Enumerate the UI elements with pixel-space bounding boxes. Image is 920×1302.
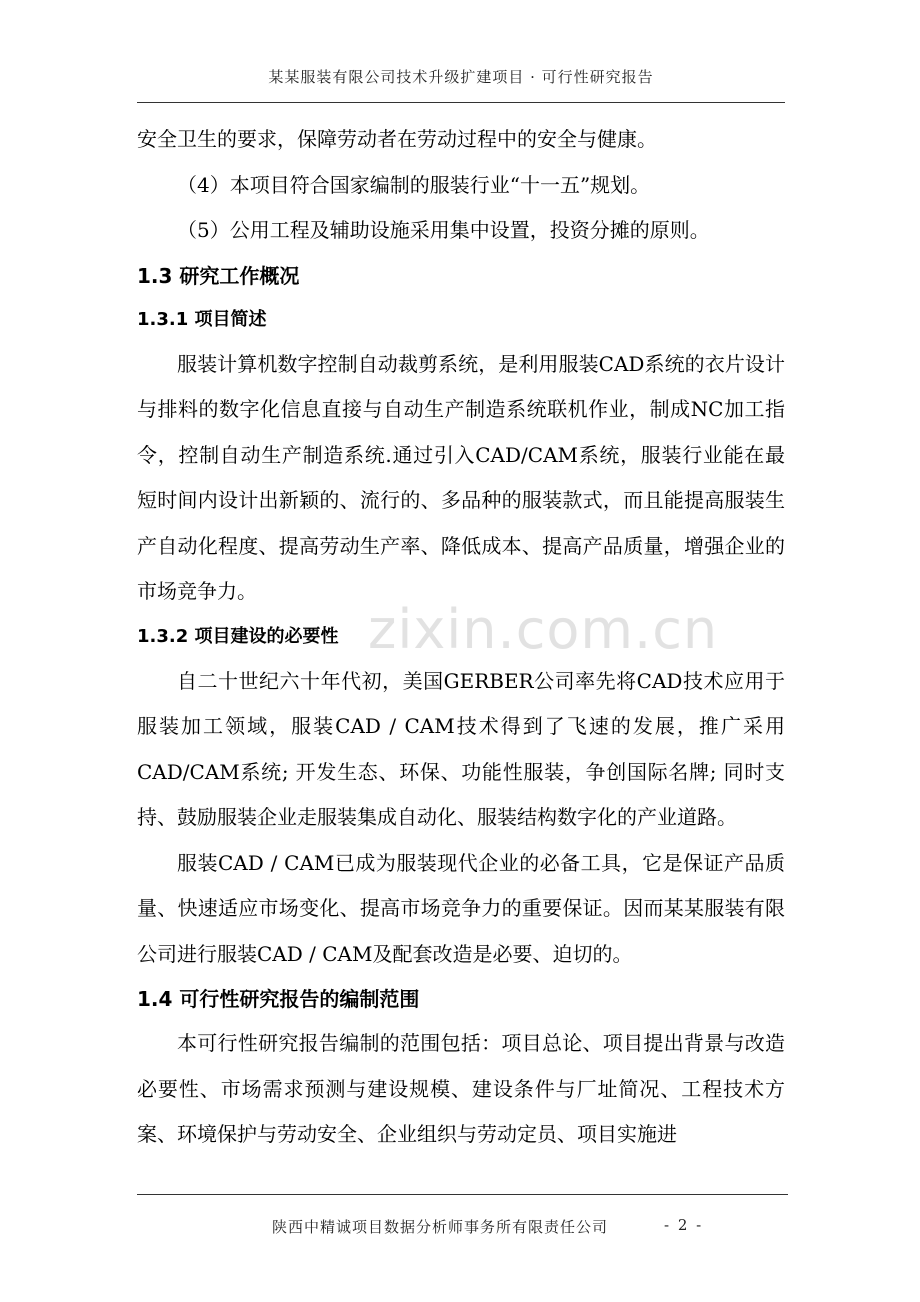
- footer-rule: [137, 1194, 788, 1195]
- paragraph-continued: 安全卫生的要求，保障劳动者在劳动过程中的安全与健康。: [137, 127, 657, 151]
- project-overview-paragraph: 服装计算机数字控制自动裁剪系统，是利用服装CAD系统的衣片设计与排料的数字化信息直接与自动生产制造系统联机作业，制成NC加工指令，控制自动生产制造系统.通过引入CAD/CAM系统，服装行业能在最短时间内设计出新颖的、流行的、多品种的服装款式，而且能提高服装生产自动化程度、提高劳动生产率、降低成本、提高产品质量，增强企业的市场竞争力。: [137, 351, 785, 603]
- footer-company: 陕西中精诚项目数据分析师事务所有限责任公司: [272, 1218, 609, 1236]
- section-heading-1-3-1: 1.3.1 项目简述: [137, 308, 267, 330]
- section-heading-1-3: 1.3 研究工作概况: [137, 263, 300, 288]
- scope-paragraph: 本可行性研究报告编制的范围包括：项目总论、项目提出背景与改造必要性、市场需求预测与建设规模、建设条件与厂址简况、工程技术方案、环境保护与劳动安全、企业组织与劳动定员、项目实施进: [137, 1031, 785, 1146]
- principle-4: （4）本项目符合国家编制的服装行业“十一五”规划。: [177, 172, 651, 197]
- running-header: 某某服装有限公司技术升级扩建项目 · 可行性研究报告: [268, 68, 654, 86]
- page-body: [137, 117, 785, 1158]
- watermark: zixin.com.cn: [368, 598, 719, 661]
- section-heading-1-4: 1.4 可行性研究报告的编制范围: [137, 987, 420, 1011]
- principle-5: （5）公用工程及辅助设施采用集中设置，投资分摊的原则。: [177, 218, 710, 242]
- necessity-paragraph-2: 服装CAD / CAM已成为服装现代企业的必备工具，它是保证产品质量、快速适应市场变化、提高市场竞争力的重要保证。因而某某服装有限公司进行服装CAD / CAM及配套改造是必要、迫切的。: [137, 850, 785, 966]
- page-number: - 2 -: [664, 1216, 704, 1234]
- header-rule: [137, 102, 785, 103]
- necessity-paragraph-1: 自二十世纪六十年代初，美国GERBER公司率先将CAD技术应用于服装加工领域，服装CAD / CAM技术得到了飞速的发展，推广采用CAD/CAM系统; 开发生态、环保、功能性服装，争创国际名牌; 同时支持、鼓励服装企业走服装集成自动化、服装结构数字化的产业道路。: [137, 668, 785, 829]
- section-heading-1-3-2: 1.3.2 项目建设的必要性: [137, 625, 339, 647]
